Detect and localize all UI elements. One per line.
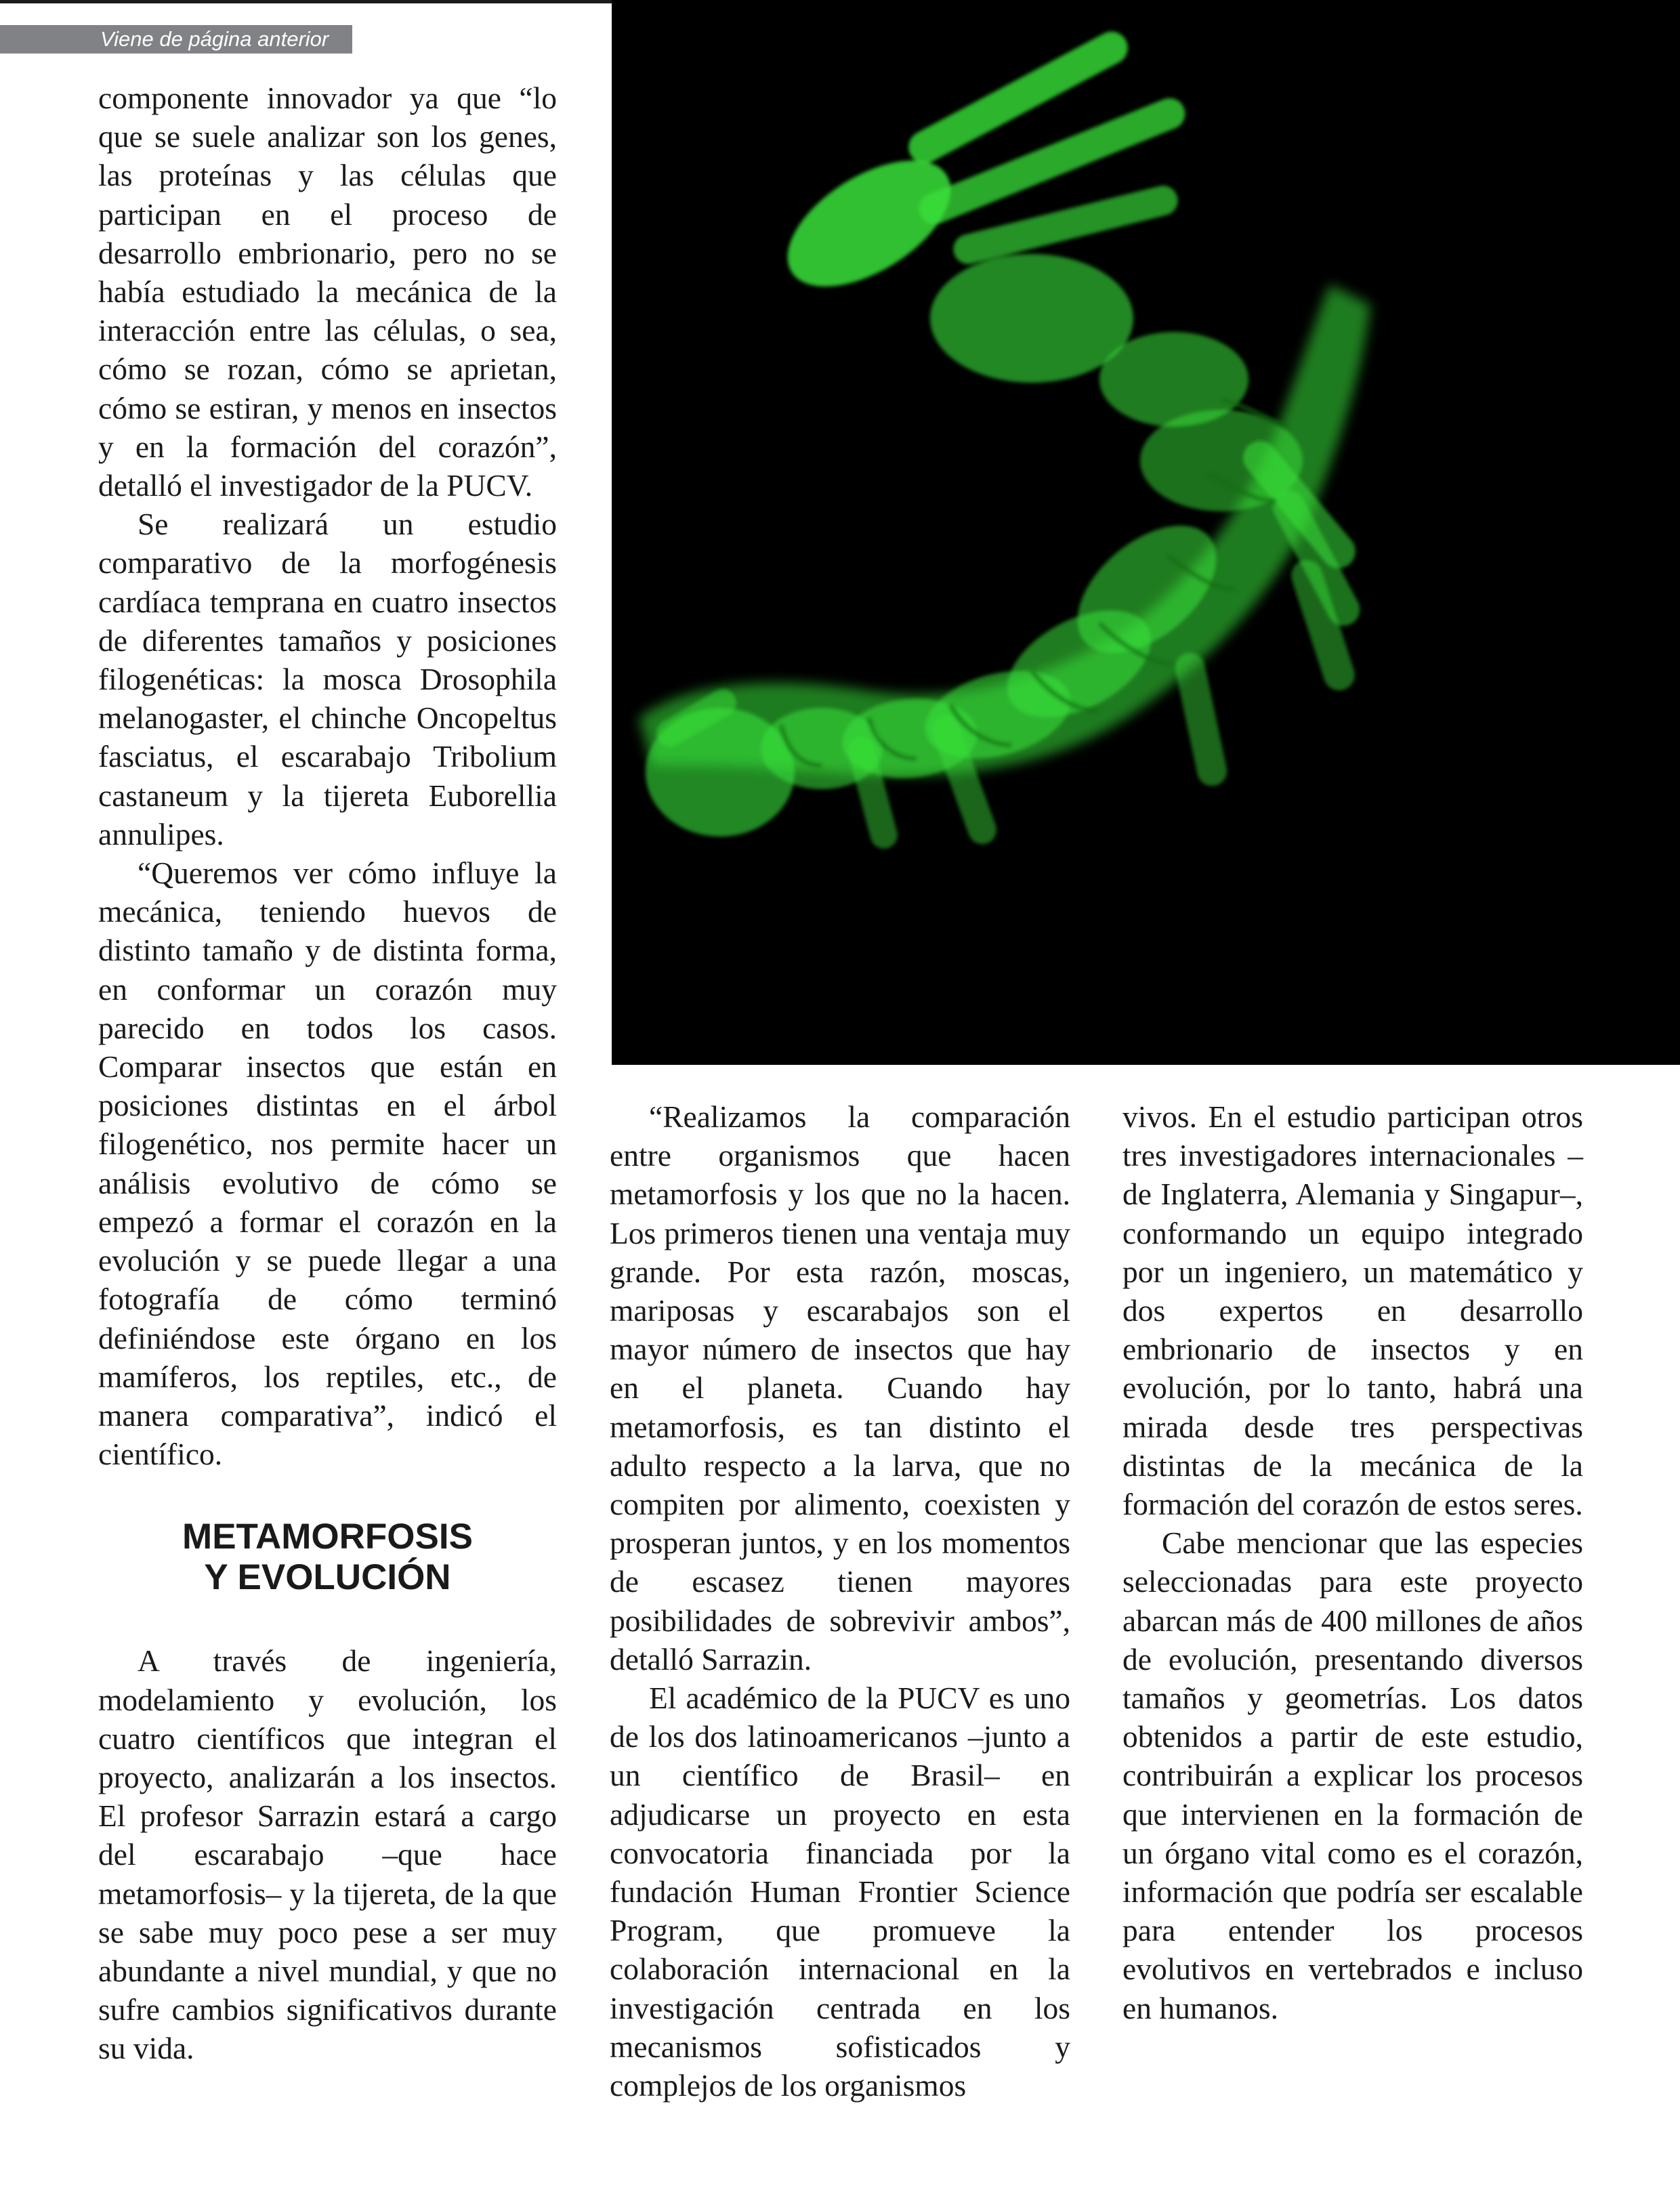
column1-paragraph-3: “Queremos ver cómo influye la mecánica, teniendo huevos de distinto tamaño y de distinta forma, en conformar un corazón muy parecido en todos los casos. Comparar insectos que están en posiciones distintas en el árbol filogenético, nos permite hacer un análisis evolutivo de cómo se empezó a formar el corazón en la evolución y se puede llegar a una fotografía de cómo terminó definiéndose este órgano en los mamíferos, los reptiles, etc., de manera comparativa”, indicó el científico. xyxy=(98,856,557,1472)
embryo-photo xyxy=(612,0,1680,1065)
column3-paragraph-2: Cabe mencionar que las especies seleccionadas para este proyecto abarcan más de 400 millones de años de evolución, presentando diversos tamaños y geometrías. Los datos obtenidos a partir de este estudio, contribuirán a explicar los procesos que intervienen en la formación de un órgano vital como es el corazón, información que podría ser escalable para entender los procesos evolutivos en vertebrados e incluso en humanos. xyxy=(1122,1525,1583,2025)
column-1 xyxy=(98,79,557,2068)
column3-paragraph-1: vivos. En el estudio participan otros tres investigadores internacionales –de Inglaterra, Alemania y Singapur–, conformando un equipo integrado por un ingeniero, un matemático y dos expertos en desarrollo embrionario de insectos y en evolución, por lo tanto, habrá una mirada desde tres perspectivas distintas de la mecánica de la formación del corazón de estos seres. xyxy=(1122,1099,1583,1522)
column1-paragraph-1: componente innovador ya que “lo que se suele analizar son los genes, las proteínas y las células que participan en el proceso de desarrollo embrionario, pero no se había estudiado la mecánica de la interacción entre las células, o sea, cómo se rozan, cómo se aprietan, cómo se estiran, y menos en insectos y en la formación del corazón”, detalló el investigador de la PUCV. xyxy=(98,81,557,503)
section-heading xyxy=(98,1517,557,1598)
continued-from-previous-page-tag: Viene de página anterior xyxy=(0,25,352,54)
section-heading-line-1: METAMORFOSIS xyxy=(182,1517,473,1557)
section-heading-line-2: Y EVOLUCIÓN xyxy=(204,1557,451,1598)
column2-paragraph-1: “Realizamos la comparación entre organismos que hacen metamorfosis y los que no la hacen. Los primeros tienen una ventaja muy grande. Por esta razón, moscas, mariposas y escarabajos son el mayor número de insectos que hay en el planeta. Cuando hay metamorfosis, es tan distinto el adulto respecto a la larva, que no compiten por alimento, coexisten y prosperan juntos, y en los momentos de escasez tienen mayores posibilidades de sobrevivir ambos”, detalló Sarrazin. xyxy=(610,1099,1070,1677)
column1-paragraph-4: A través de ingeniería, modelamiento y evolución, los cuatro científicos que integran el proyecto, analizarán a los insectos. El profesor Sarrazin estará a cargo del escarabajo –que hace metamorfosis– y la tijereta, de la que se sabe muy poco pese a ser muy abundante a nivel mundial, y que no sufre cambios significativos durante su vida. xyxy=(98,1643,557,2066)
column-2 xyxy=(610,1097,1070,2105)
column2-paragraph-2: El académico de la PUCV es uno de los dos latinoamericanos –junto a un científico de Brasil– en adjudicarse un proyecto en esta convocatoria financiada por la fundación Human Frontier Science Program, que promueve la colaboración internacional en la investigación centrada en los mecanismos sofisticados y complejos de los organismos xyxy=(610,1681,1070,2103)
column-3 xyxy=(1122,1097,1583,2027)
column1-paragraph-2: Se realizará un estudio comparativo de la morfogénesis cardíaca temprana en cuatro insectos de diferentes tamaños y posiciones filogenéticas: la mosca Drosophila melanogaster, el chinche Oncopeltus fasciatus, el escarabajo Tribolium castaneum y la tijereta Euborellia annulipes. xyxy=(98,507,557,851)
fluorescent-insect-embryo-icon xyxy=(612,0,1680,1065)
